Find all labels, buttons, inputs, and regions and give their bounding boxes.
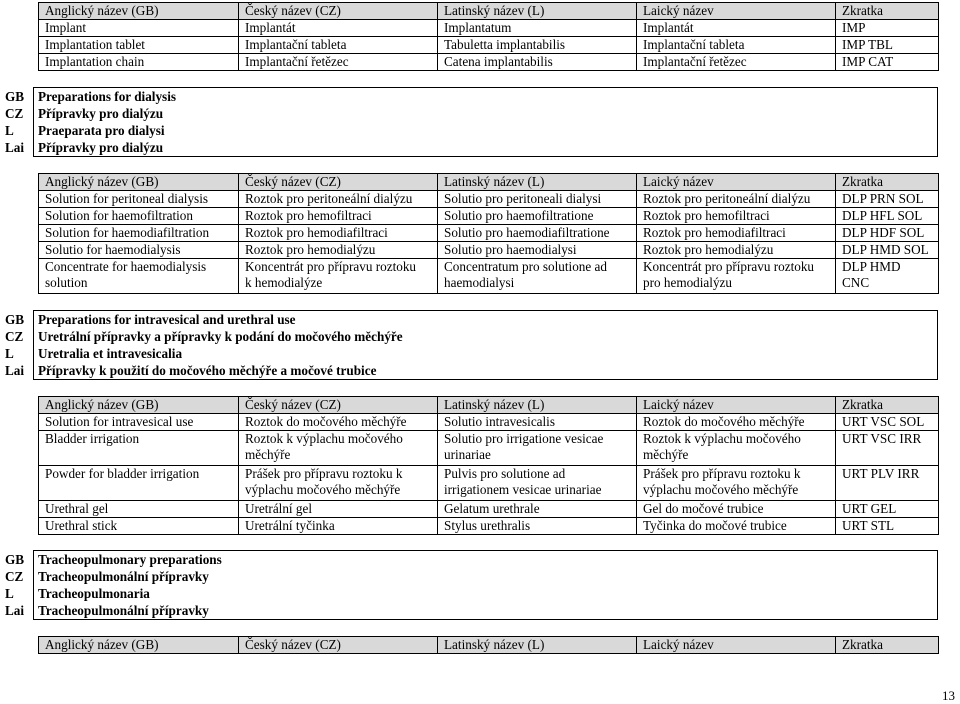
table-cell: Prášek pro přípravu roztoku k výplachu močového měchýře [637,466,836,501]
table-header-row [39,3,939,20]
section-name: Přípravky pro dialýzu [34,139,938,157]
table-cell: Koncentrát pro přípravu roztoku pro hemodialýzu [637,259,836,294]
column-header: Laický název [637,397,836,414]
table-cell: Solution for haemodiafiltration [39,225,239,242]
language-label: Lai [1,602,34,620]
table-cell: Powder for bladder irrigation [39,466,239,501]
caption-row [1,345,938,362]
column-header: Český název (CZ) [239,174,438,191]
table-cell: Solutio pro peritoneali dialysi [438,191,637,208]
table-cell: Roztok do močového měchýře [637,414,836,431]
table-cell: DLP HFL SOL [836,208,939,225]
table-row [39,242,939,259]
column-header: Anglický název (GB) [39,3,239,20]
column-header: Laický název [637,174,836,191]
table-row [39,225,939,242]
table-cell: Implantační řetězec [637,54,836,71]
table-cell: Roztok pro hemodialýzu [239,242,438,259]
table-cell: IMP [836,20,939,37]
table-row [39,414,939,431]
table-cell: Implantatum [438,20,637,37]
table-cell: Implant [39,20,239,37]
section-name: Tracheopulmonální přípravky [34,568,938,585]
table-dialysis [38,173,939,294]
table-cell: Implantační tableta [239,37,438,54]
table-cell: DLP PRN SOL [836,191,939,208]
table-cell: Implantační tableta [637,37,836,54]
table-cell: Implantát [637,20,836,37]
caption-row [1,105,938,122]
column-header: Latinský název (L) [438,637,637,654]
column-header: Český název (CZ) [239,3,438,20]
column-header: Anglický název (GB) [39,174,239,191]
table-implants [38,2,939,71]
table-cell: Roztok k výplachu močového měchýře [239,431,438,466]
table-row [39,501,939,518]
caption-row [1,88,938,106]
table-cell: Urethral stick [39,518,239,535]
table-cell: Urethral gel [39,501,239,518]
table-cell: DLP HMD CNC [836,259,939,294]
table-cell: Tabuletta implantabilis [438,37,637,54]
column-header: Zkratka [836,637,939,654]
caption-row [1,568,938,585]
table-cell: Koncentrát pro přípravu roztoku k hemodialýze [239,259,438,294]
table-cell: Uretrální gel [239,501,438,518]
language-label: GB [1,88,34,106]
caption-row [1,139,938,157]
section-caption-tracheo [1,550,938,620]
table-cell: Implantát [239,20,438,37]
table-cell: URT GEL [836,501,939,518]
table-row [39,191,939,208]
table-cell: Prášek pro přípravu roztoku k výplachu močového měchýře [239,466,438,501]
column-header: Český název (CZ) [239,397,438,414]
table-cell: Roztok pro hemodiafiltraci [239,225,438,242]
table-cell: Concentratum pro solutione ad haemodialysi [438,259,637,294]
table-cell: Catena implantabilis [438,54,637,71]
section-name: Preparations for intravesical and urethral use [34,311,938,329]
table-cell: Stylus urethralis [438,518,637,535]
table-tracheo [38,636,939,654]
caption-row [1,362,938,380]
language-label: Lai [1,362,34,380]
column-header: Anglický název (GB) [39,637,239,654]
section-name: Uretralia et intravesicalia [34,345,938,362]
table-cell: Solutio pro haemofiltratione [438,208,637,225]
table-cell: Roztok pro hemofiltraci [239,208,438,225]
table-cell: Bladder irrigation [39,431,239,466]
table-cell: URT STL [836,518,939,535]
table-cell: Solutio pro irrigatione vesicae urinariae [438,431,637,466]
table-cell: Solutio for haemodialysis [39,242,239,259]
section-name: Praeparata pro dialysi [34,122,938,139]
column-header: Latinský název (L) [438,397,637,414]
table-row [39,208,939,225]
caption-row [1,311,938,329]
table-cell: URT VSC SOL [836,414,939,431]
language-label: CZ [1,105,34,122]
table-cell: Implantation chain [39,54,239,71]
table-cell: Solutio pro haemodialysi [438,242,637,259]
section-name: Přípravky k použití do močového měchýře a močové trubice [34,362,938,380]
table-cell: Roztok pro peritoneální dialýzu [239,191,438,208]
section-name: Přípravky pro dialýzu [34,105,938,122]
table-cell: Implantační řetězec [239,54,438,71]
section-name: Preparations for dialysis [34,88,938,106]
table-cell: IMP TBL [836,37,939,54]
table-cell: Roztok pro peritoneální dialýzu [637,191,836,208]
table-row [39,37,939,54]
table-cell: DLP HMD SOL [836,242,939,259]
table-cell: Pulvis pro solutione ad irrigationem vesicae urinariae [438,466,637,501]
section-caption-dialysis [1,87,938,157]
caption-row [1,551,938,569]
table-cell: Roztok pro hemodialýzu [637,242,836,259]
table-cell: URT VSC IRR [836,431,939,466]
section-name: Tracheopulmonaria [34,585,938,602]
table-row [39,259,939,294]
section-name: Uretrální přípravky a přípravky k podání do močového měchýře [34,328,938,345]
table-row [39,20,939,37]
column-header: Laický název [637,3,836,20]
table-header-row [39,637,939,654]
table-cell: URT PLV IRR [836,466,939,501]
caption-row [1,585,938,602]
language-label: L [1,345,34,362]
section-name: Tracheopulmonální přípravky [34,602,938,620]
table-cell: Gelatum urethrale [438,501,637,518]
language-label: Lai [1,139,34,157]
caption-row [1,122,938,139]
table-cell: Solution for intravesical use [39,414,239,431]
table-cell: Roztok pro hemodiafiltraci [637,225,836,242]
language-label: L [1,122,34,139]
table-cell: Roztok k výplachu močového měchýře [637,431,836,466]
table-cell: Solutio intravesicalis [438,414,637,431]
column-header: Zkratka [836,397,939,414]
table-row [39,466,939,501]
table-cell: DLP HDF SOL [836,225,939,242]
language-label: CZ [1,328,34,345]
table-cell: Solutio pro haemodiafiltratione [438,225,637,242]
language-label: CZ [1,568,34,585]
column-header: Laický název [637,637,836,654]
table-intravesical [38,396,939,535]
table-cell: Roztok do močového měchýře [239,414,438,431]
table-cell: Uretrální tyčinka [239,518,438,535]
column-header: Latinský název (L) [438,3,637,20]
table-cell: Implantation tablet [39,37,239,54]
column-header: Latinský název (L) [438,174,637,191]
column-header: Zkratka [836,174,939,191]
table-row [39,54,939,71]
table-cell: IMP CAT [836,54,939,71]
table-cell: Tyčinka do močové trubice [637,518,836,535]
language-label: GB [1,551,34,569]
caption-row [1,602,938,620]
column-header: Anglický název (GB) [39,397,239,414]
column-header: Zkratka [836,3,939,20]
table-header-row [39,397,939,414]
table-cell: Solution for haemofiltration [39,208,239,225]
language-label: L [1,585,34,602]
language-label: GB [1,311,34,329]
table-header-row [39,174,939,191]
table-cell: Gel do močové trubice [637,501,836,518]
table-cell: Concentrate for haemodialysis solution [39,259,239,294]
table-cell: Roztok pro hemofiltraci [637,208,836,225]
table-row [39,431,939,466]
table-cell: Solution for peritoneal dialysis [39,191,239,208]
caption-row [1,328,938,345]
section-name: Tracheopulmonary preparations [34,551,938,569]
table-row [39,518,939,535]
column-header: Český název (CZ) [239,637,438,654]
page-number: 13 [942,688,955,703]
section-caption-intravesical [1,310,938,380]
